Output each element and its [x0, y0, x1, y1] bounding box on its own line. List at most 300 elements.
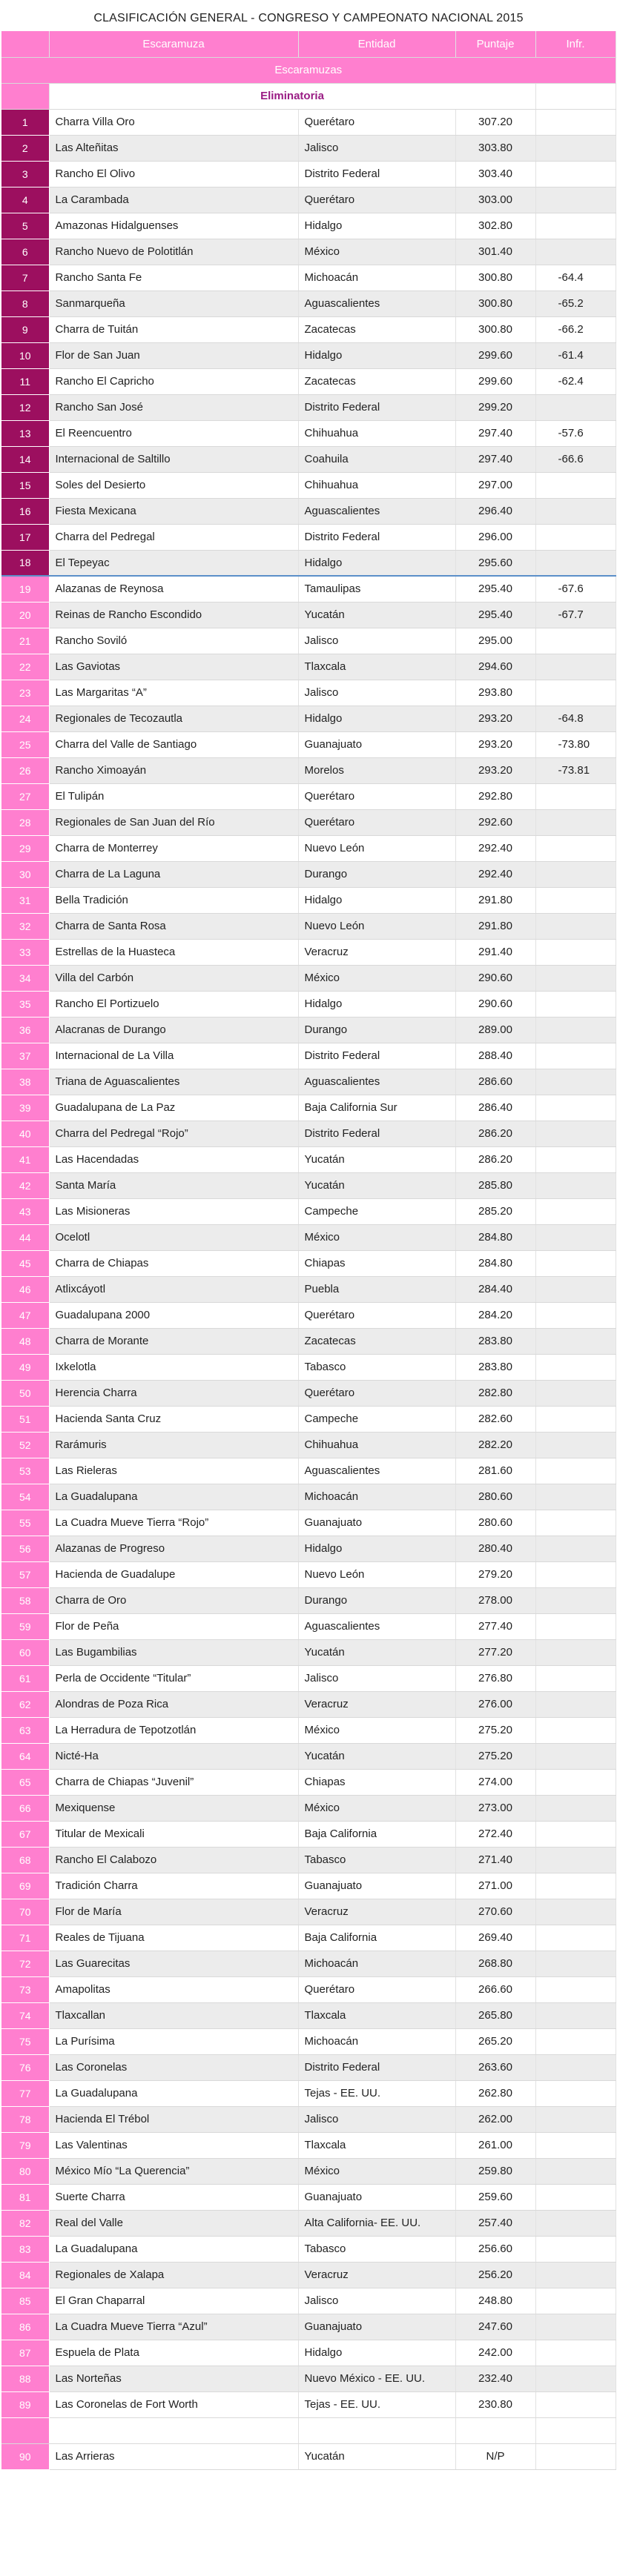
table-row [1, 1873, 616, 1899]
table-row [1, 446, 616, 472]
entity-cell: Nuevo León [298, 913, 455, 939]
infractions-cell [535, 1821, 616, 1847]
infractions-cell [535, 1250, 616, 1276]
table-row [1, 1069, 616, 1095]
team-cell: Guadalupana de La Paz [49, 1095, 298, 1121]
rank-cell: 46 [1, 1276, 49, 1302]
team-cell: Charra del Pedregal “Rojo” [49, 1121, 298, 1146]
document-title: CLASIFICACIÓN GENERAL - CONGRESO Y CAMPEONATO NACIONAL 2015 [93, 12, 524, 24]
rank-cell: 14 [1, 446, 49, 472]
table-row [1, 1354, 616, 1380]
team-cell: México Mío “La Querencia” [49, 2158, 298, 2184]
infractions-cell [535, 498, 616, 524]
rank-cell: 51 [1, 1406, 49, 1432]
rank-cell: 29 [1, 835, 49, 861]
points-cell: 276.00 [455, 1691, 535, 1717]
table-row [1, 602, 616, 628]
points-cell: 247.60 [455, 2314, 535, 2340]
team-cell: Herencia Charra [49, 1380, 298, 1406]
points-cell: 272.40 [455, 1821, 535, 1847]
table-row [1, 1769, 616, 1795]
infractions-cell: -67.7 [535, 602, 616, 628]
points-cell: 299.60 [455, 368, 535, 394]
infractions-cell: -67.6 [535, 576, 616, 602]
entity-cell: Querétaro [298, 187, 455, 213]
entity-cell: Distrito Federal [298, 161, 455, 187]
entity-cell: Querétaro [298, 1380, 455, 1406]
entity-cell: Campeche [298, 1406, 455, 1432]
table-row [1, 809, 616, 835]
infractions-cell [535, 472, 616, 498]
rank-cell: 21 [1, 628, 49, 654]
entity-cell: Chiapas [298, 1250, 455, 1276]
entity-cell: México [298, 1224, 455, 1250]
entity-cell: Guanajuato [298, 1510, 455, 1536]
rank-cell: 75 [1, 2028, 49, 2054]
table-row [1, 654, 616, 680]
entity-cell: Yucatán [298, 1639, 455, 1665]
infractions-cell [535, 2288, 616, 2314]
rank-cell: 63 [1, 1717, 49, 1743]
team-cell: Las Bugambilias [49, 1639, 298, 1665]
entity-cell: Alta California- EE. UU. [298, 2210, 455, 2236]
rank-cell: 25 [1, 731, 49, 757]
entity-cell: Yucatán [298, 602, 455, 628]
table-row [1, 109, 616, 135]
team-cell: El Tulipán [49, 783, 298, 809]
rank-cell: 60 [1, 1639, 49, 1665]
spacer-cell [298, 2417, 455, 2443]
table-row [1, 550, 616, 576]
infractions-cell [535, 628, 616, 654]
infractions-cell [535, 213, 616, 239]
infractions-cell [535, 239, 616, 265]
points-cell: 230.80 [455, 2391, 535, 2417]
entity-cell: Zacatecas [298, 1328, 455, 1354]
entity-cell: Guanajuato [298, 1873, 455, 1899]
rank-cell: 45 [1, 1250, 49, 1276]
infractions-cell [535, 2002, 616, 2028]
rank-cell: 32 [1, 913, 49, 939]
table-row [1, 1458, 616, 1484]
spacer-row [1, 2417, 616, 2443]
infractions-cell [535, 991, 616, 1017]
rank-cell: 69 [1, 1873, 49, 1899]
points-cell: 294.60 [455, 654, 535, 680]
entity-cell: Tamaulipas [298, 576, 455, 602]
team-cell: El Tepeyac [49, 550, 298, 576]
entity-cell: Nuevo León [298, 1561, 455, 1587]
table-row [1, 991, 616, 1017]
infractions-cell [535, 1847, 616, 1873]
team-cell: Regionales de San Juan del Río [49, 809, 298, 835]
infractions-cell [535, 2314, 616, 2340]
team-cell: Las Hacendadas [49, 1146, 298, 1172]
infractions-cell [535, 2158, 616, 2184]
points-cell: 301.40 [455, 239, 535, 265]
points-cell: 297.40 [455, 446, 535, 472]
table-row [1, 2028, 616, 2054]
entity-cell: Zacatecas [298, 368, 455, 394]
infractions-cell [535, 1691, 616, 1717]
table-row [1, 1536, 616, 1561]
rank-cell: 52 [1, 1432, 49, 1458]
points-cell: 271.00 [455, 1873, 535, 1899]
rank-cell: 16 [1, 498, 49, 524]
team-cell: Reales de Tijuana [49, 1925, 298, 1951]
rank-cell: 68 [1, 1847, 49, 1873]
team-cell: Hacienda Santa Cruz [49, 1406, 298, 1432]
table-row [1, 161, 616, 187]
infractions-cell [535, 2340, 616, 2366]
infractions-cell [535, 654, 616, 680]
table-row [1, 576, 616, 602]
rank-header [1, 31, 49, 57]
rank-cell: 43 [1, 1198, 49, 1224]
team-cell: La Guadalupana [49, 1484, 298, 1510]
rank-cell: 71 [1, 1925, 49, 1951]
infractions-cell [535, 2236, 616, 2262]
points-cell: 283.80 [455, 1354, 535, 1380]
table-row [1, 420, 616, 446]
table-row [1, 1717, 616, 1743]
rank-cell: 17 [1, 524, 49, 550]
infractions-cell [535, 550, 616, 576]
team-cell: Las Margaritas “A” [49, 680, 298, 706]
table-row [1, 1172, 616, 1198]
team-cell: Nicté-Ha [49, 1743, 298, 1769]
entity-cell: Aguascalientes [298, 1458, 455, 1484]
points-cell: 280.60 [455, 1510, 535, 1536]
rank-cell: 70 [1, 1899, 49, 1925]
infractions-cell [535, 2132, 616, 2158]
infractions-cell [535, 109, 616, 135]
table-row [1, 861, 616, 887]
infractions-cell [535, 2391, 616, 2417]
team-cell: Rancho San José [49, 394, 298, 420]
infractions-cell [535, 939, 616, 965]
points-cell: 300.80 [455, 316, 535, 342]
rank-cell: 15 [1, 472, 49, 498]
team-cell: Charra de Tuitán [49, 316, 298, 342]
infractions-cell [535, 1613, 616, 1639]
team-cell: Alacranas de Durango [49, 1017, 298, 1043]
entity-cell: Zacatecas [298, 316, 455, 342]
table-row [1, 1665, 616, 1691]
rank-cell: 27 [1, 783, 49, 809]
entity-cell: Michoacán [298, 265, 455, 291]
entity-cell: Yucatán [298, 1743, 455, 1769]
rank-cell: 2 [1, 135, 49, 161]
infractions-cell [535, 135, 616, 161]
team-cell: La Cuadra Mueve Tierra “Rojo” [49, 1510, 298, 1536]
team-cell: Hacienda El Trébol [49, 2106, 298, 2132]
table-row [1, 2236, 616, 2262]
infractions-cell [535, 394, 616, 420]
table-row [1, 1951, 616, 1976]
infractions-cell [535, 809, 616, 835]
rank-cell: 89 [1, 2391, 49, 2417]
points-cell: 297.00 [455, 472, 535, 498]
infractions-cell [535, 1899, 616, 1925]
team-cell: Rancho El Olivo [49, 161, 298, 187]
points-cell: 286.20 [455, 1146, 535, 1172]
team-cell: Tradición Charra [49, 1873, 298, 1899]
table-row [1, 1198, 616, 1224]
rank-cell: 42 [1, 1172, 49, 1198]
table-row [1, 213, 616, 239]
entity-cell: Jalisco [298, 2106, 455, 2132]
entity-cell: Baja California [298, 1925, 455, 1951]
infractions-cell [535, 2080, 616, 2106]
points-cell: 295.40 [455, 602, 535, 628]
results-page [1, 0, 616, 2470]
points-cell: 292.60 [455, 809, 535, 835]
entity-cell: Yucatán [298, 1172, 455, 1198]
points-cell: 284.80 [455, 1224, 535, 1250]
subsection-row [1, 83, 616, 109]
entity-cell: Puebla [298, 1276, 455, 1302]
team-cell: Regionales de Xalapa [49, 2262, 298, 2288]
points-cell: 266.60 [455, 1976, 535, 2002]
entity-cell: Hidalgo [298, 887, 455, 913]
points-cell: 292.40 [455, 861, 535, 887]
rank-cell: 39 [1, 1095, 49, 1121]
entity-cell: Querétaro [298, 809, 455, 835]
infractions-cell [535, 835, 616, 861]
entity-cell: Hidalgo [298, 706, 455, 731]
entity-cell: Tejas - EE. UU. [298, 2080, 455, 2106]
points-cell: 257.40 [455, 2210, 535, 2236]
points-cell: 261.00 [455, 2132, 535, 2158]
table-row [1, 1925, 616, 1951]
subsection-marker-right [535, 83, 616, 109]
points-cell: 303.00 [455, 187, 535, 213]
rank-cell: 79 [1, 2132, 49, 2158]
infractions-cell [535, 1380, 616, 1406]
rank-cell: 26 [1, 757, 49, 783]
rank-cell: 35 [1, 991, 49, 1017]
points-cell: 256.60 [455, 2236, 535, 2262]
points-cell: 277.40 [455, 1613, 535, 1639]
table-row [1, 1432, 616, 1458]
team-cell: Las Arrieras [49, 2443, 298, 2469]
team-cell: Estrellas de la Huasteca [49, 939, 298, 965]
entity-cell: Yucatán [298, 2443, 455, 2469]
entity-cell: Tabasco [298, 2236, 455, 2262]
team-cell: La Herradura de Tepotzotlán [49, 1717, 298, 1743]
table-row [1, 1639, 616, 1665]
rank-cell: 67 [1, 1821, 49, 1847]
points-cell: 280.60 [455, 1484, 535, 1510]
points-cell: 293.20 [455, 757, 535, 783]
points-cell: 259.60 [455, 2184, 535, 2210]
team-cell: Titular de Mexicali [49, 1821, 298, 1847]
infractions-cell [535, 1017, 616, 1043]
points-cell: 274.00 [455, 1769, 535, 1795]
section-row [1, 57, 616, 83]
entity-cell: México [298, 1795, 455, 1821]
entity-cell: Aguascalientes [298, 498, 455, 524]
table-row [1, 239, 616, 265]
team-cell: Tlaxcallan [49, 2002, 298, 2028]
table-row [1, 498, 616, 524]
table-row [1, 1976, 616, 2002]
entity-cell: Aguascalientes [298, 1613, 455, 1639]
rank-cell: 7 [1, 265, 49, 291]
team-cell: Charra de Santa Rosa [49, 913, 298, 939]
infractions-cell [535, 1769, 616, 1795]
infractions-cell [535, 965, 616, 991]
team-cell: Las Rieleras [49, 1458, 298, 1484]
team-cell: El Reencuentro [49, 420, 298, 446]
rank-cell: 83 [1, 2236, 49, 2262]
points-cell: 276.80 [455, 1665, 535, 1691]
team-cell: Ocelotl [49, 1224, 298, 1250]
points-cell: 297.40 [455, 420, 535, 446]
entity-cell: Hidalgo [298, 991, 455, 1017]
points-cell: 300.80 [455, 291, 535, 316]
team-cell: Las Coronelas de Fort Worth [49, 2391, 298, 2417]
entity-cell: México [298, 1717, 455, 1743]
team-cell: Alazanas de Reynosa [49, 576, 298, 602]
team-cell: Charra del Valle de Santiago [49, 731, 298, 757]
rank-cell: 78 [1, 2106, 49, 2132]
rank-cell: 20 [1, 602, 49, 628]
rank-cell: 47 [1, 1302, 49, 1328]
infractions-cell [535, 1665, 616, 1691]
entity-cell: Jalisco [298, 1665, 455, 1691]
team-cell: Sanmarqueña [49, 291, 298, 316]
table-row [1, 706, 616, 731]
rank-cell: 8 [1, 291, 49, 316]
entity-cell: Nuevo León [298, 835, 455, 861]
infractions-cell: -73.81 [535, 757, 616, 783]
rank-cell: 41 [1, 1146, 49, 1172]
table-row [1, 316, 616, 342]
points-cell: 284.80 [455, 1250, 535, 1276]
rank-cell: 54 [1, 1484, 49, 1510]
team-cell: Rancho Ximoayán [49, 757, 298, 783]
table-row [1, 1380, 616, 1406]
table-row [1, 1561, 616, 1587]
rank-cell: 34 [1, 965, 49, 991]
table-row [1, 1043, 616, 1069]
entity-cell: Jalisco [298, 2288, 455, 2314]
table-row [1, 342, 616, 368]
points-header: Puntaje [455, 31, 535, 57]
infractions-cell [535, 1121, 616, 1146]
table-row [1, 1847, 616, 1873]
team-cell: Fiesta Mexicana [49, 498, 298, 524]
entity-cell: Morelos [298, 757, 455, 783]
table-row [1, 2210, 616, 2236]
rank-cell: 59 [1, 1613, 49, 1639]
table-row [1, 1146, 616, 1172]
rank-cell: 12 [1, 394, 49, 420]
rank-cell: 37 [1, 1043, 49, 1069]
team-cell: Charra de Monterrey [49, 835, 298, 861]
team-header: Escaramuza [49, 31, 298, 57]
entity-cell: Jalisco [298, 628, 455, 654]
infractions-cell [535, 1951, 616, 1976]
rank-cell: 48 [1, 1328, 49, 1354]
rank-cell: 66 [1, 1795, 49, 1821]
team-cell: La Carambada [49, 187, 298, 213]
points-cell: 232.40 [455, 2366, 535, 2391]
infractions-cell: -66.2 [535, 316, 616, 342]
infractions-header: Infr. [535, 31, 616, 57]
entity-cell: México [298, 2158, 455, 2184]
team-cell: Espuela de Plata [49, 2340, 298, 2366]
rank-cell: 72 [1, 1951, 49, 1976]
table-row [1, 1743, 616, 1769]
entity-cell: Coahuila [298, 446, 455, 472]
rank-cell: 44 [1, 1224, 49, 1250]
infractions-cell [535, 861, 616, 887]
rank-cell: 76 [1, 2054, 49, 2080]
table-row [1, 1121, 616, 1146]
rank-cell: 90 [1, 2443, 49, 2469]
infractions-cell [535, 1873, 616, 1899]
entity-cell: Distrito Federal [298, 1121, 455, 1146]
points-cell: 286.60 [455, 1069, 535, 1095]
team-cell: Las Alteñitas [49, 135, 298, 161]
entity-cell: Hidalgo [298, 342, 455, 368]
rank-cell: 61 [1, 1665, 49, 1691]
entity-cell: Aguascalientes [298, 1069, 455, 1095]
rank-cell: 18 [1, 550, 49, 576]
table-row [1, 1095, 616, 1121]
points-cell: 286.40 [455, 1095, 535, 1121]
table-row [1, 394, 616, 420]
infractions-cell [535, 1302, 616, 1328]
team-cell: El Gran Chaparral [49, 2288, 298, 2314]
points-cell: 293.20 [455, 731, 535, 757]
rank-cell: 65 [1, 1769, 49, 1795]
team-cell: Las Gaviotas [49, 654, 298, 680]
rank-cell: 85 [1, 2288, 49, 2314]
team-cell: Rancho El Calabozo [49, 1847, 298, 1873]
points-cell: 278.00 [455, 1587, 535, 1613]
team-cell: Charra de La Laguna [49, 861, 298, 887]
infractions-cell [535, 1743, 616, 1769]
points-cell: 295.60 [455, 550, 535, 576]
entity-cell: Jalisco [298, 135, 455, 161]
team-cell: Internacional de Saltillo [49, 446, 298, 472]
points-cell: 282.80 [455, 1380, 535, 1406]
rank-cell: 57 [1, 1561, 49, 1587]
rank-cell: 49 [1, 1354, 49, 1380]
points-cell: 265.20 [455, 2028, 535, 2054]
table-row [1, 887, 616, 913]
infractions-cell [535, 1069, 616, 1095]
points-cell: 290.60 [455, 991, 535, 1017]
infractions-cell [535, 1406, 616, 1432]
points-cell: 262.80 [455, 2080, 535, 2106]
team-cell: Alondras de Poza Rica [49, 1691, 298, 1717]
infractions-cell [535, 1198, 616, 1224]
table-row [1, 1406, 616, 1432]
infractions-cell [535, 1458, 616, 1484]
rank-cell: 38 [1, 1069, 49, 1095]
rank-cell: 80 [1, 2158, 49, 2184]
team-cell: Rancho Nuevo de Polotitlán [49, 239, 298, 265]
entity-cell: Baja California [298, 1821, 455, 1847]
table-row [1, 2132, 616, 2158]
infractions-cell [535, 187, 616, 213]
rank-cell: 58 [1, 1587, 49, 1613]
